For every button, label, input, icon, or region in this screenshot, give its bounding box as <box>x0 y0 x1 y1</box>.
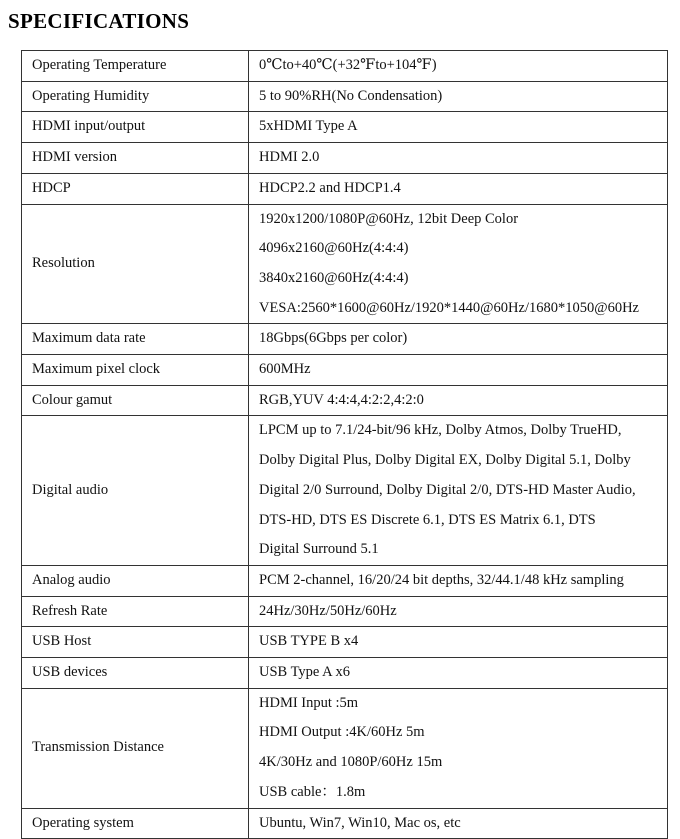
spec-value <box>249 688 668 808</box>
spec-row <box>22 81 668 112</box>
spec-label: Transmission Distance <box>22 688 249 808</box>
spec-value-line: 5 to 90%RH(No Condensation) <box>259 87 443 104</box>
spec-value-line: 4K/30Hz and 1080P/60Hz 15m <box>259 754 443 771</box>
spec-value <box>249 204 668 324</box>
spec-label: HDMI input/output <box>22 112 249 143</box>
spec-label: Analog audio <box>22 565 249 596</box>
spec-value <box>249 385 668 416</box>
spec-row <box>22 324 668 355</box>
spec-value-line: 4096x2160@60Hz(4:4:4) <box>259 240 409 257</box>
spec-value-line: Digital 2/0 Surround, Dolby Digital 2/0, DTS-HD Master Audio, <box>259 481 636 498</box>
spec-value <box>249 596 668 627</box>
spec-label: Digital audio <box>22 416 249 566</box>
spec-value-line: Digital Surround 5.1 <box>259 541 379 558</box>
spec-row <box>22 658 668 689</box>
spec-row <box>22 204 668 324</box>
spec-value-line: Dolby Digital Plus, Dolby Digital EX, Dolby Digital 5.1, Dolby <box>259 452 631 469</box>
spec-value-line: USB Type A x6 <box>259 664 350 681</box>
spec-row <box>22 688 668 808</box>
spec-label: Maximum pixel clock <box>22 355 249 386</box>
spec-value-line: PCM 2-channel, 16/20/24 bit depths, 32/44.1/48 kHz sampling <box>259 571 624 588</box>
spec-row <box>22 51 668 82</box>
spec-value-line: 24Hz/30Hz/50Hz/60Hz <box>259 602 397 619</box>
spec-row <box>22 416 668 566</box>
spec-value-line: 600MHz <box>259 361 311 378</box>
spec-label: HDMI version <box>22 143 249 174</box>
spec-value-line: USB TYPE B x4 <box>259 633 359 650</box>
spec-label: Maximum data rate <box>22 324 249 355</box>
spec-value-line: HDMI Input :5m <box>259 694 359 711</box>
spec-value <box>249 658 668 689</box>
spec-label: Operating system <box>22 808 249 839</box>
spec-value-line: HDMI Output :4K/60Hz 5m <box>259 724 425 741</box>
spec-value <box>249 416 668 566</box>
spec-value <box>249 51 668 82</box>
spec-value <box>249 627 668 658</box>
spec-row <box>22 143 668 174</box>
spec-row <box>22 385 668 416</box>
spec-value <box>249 324 668 355</box>
spec-label: Operating Temperature <box>22 51 249 82</box>
spec-value-line: LPCM up to 7.1/24-bit/96 kHz, Dolby Atmos, Dolby TrueHD, <box>259 422 622 439</box>
spec-value-line: 1920x1200/1080P@60Hz, 12bit Deep Color <box>259 210 519 227</box>
spec-label: Refresh Rate <box>22 596 249 627</box>
specifications-table-body <box>22 51 668 839</box>
spec-label: Colour gamut <box>22 385 249 416</box>
spec-value-line: RGB,YUV 4:4:4,4:2:2,4:2:0 <box>259 391 424 408</box>
spec-value-line: HDCP2.2 and HDCP1.4 <box>259 179 401 196</box>
spec-row <box>22 596 668 627</box>
page-title: SPECIFICATIONS <box>8 9 190 33</box>
spec-value <box>249 565 668 596</box>
spec-value-line: Ubuntu, Win7, Win10, Mac os, etc <box>259 814 461 831</box>
spec-row <box>22 112 668 143</box>
spec-row <box>22 808 668 839</box>
spec-value-line: 3840x2160@60Hz(4:4:4) <box>259 269 409 286</box>
spec-value <box>249 808 668 839</box>
spec-row <box>22 565 668 596</box>
spec-row <box>22 355 668 386</box>
spec-row <box>22 173 668 204</box>
spec-value-line: DTS-HD, DTS ES Discrete 6.1, DTS ES Matrix 6.1, DTS <box>259 511 596 528</box>
spec-label: Operating Humidity <box>22 81 249 112</box>
spec-value-line: 5xHDMI Type A <box>259 118 358 135</box>
spec-row <box>22 627 668 658</box>
spec-label: USB Host <box>22 627 249 658</box>
specifications-table <box>21 50 668 839</box>
spec-value-line: HDMI 2.0 <box>259 149 320 166</box>
spec-value-line: USB cable：1.8m <box>259 783 366 800</box>
spec-value <box>249 81 668 112</box>
spec-value-line: 0℃to+40℃(+32℉to+104℉) <box>259 57 437 73</box>
spec-value-line: 18Gbps(6Gbps per color) <box>259 330 408 347</box>
spec-value <box>249 355 668 386</box>
spec-label: HDCP <box>22 173 249 204</box>
spec-label: Resolution <box>22 204 249 324</box>
spec-value <box>249 143 668 174</box>
spec-label: USB devices <box>22 658 249 689</box>
spec-value-line: VESA:2560*1600@60Hz/1920*1440@60Hz/1680*1050@60Hz <box>259 299 639 316</box>
spec-value <box>249 173 668 204</box>
spec-value <box>249 112 668 143</box>
